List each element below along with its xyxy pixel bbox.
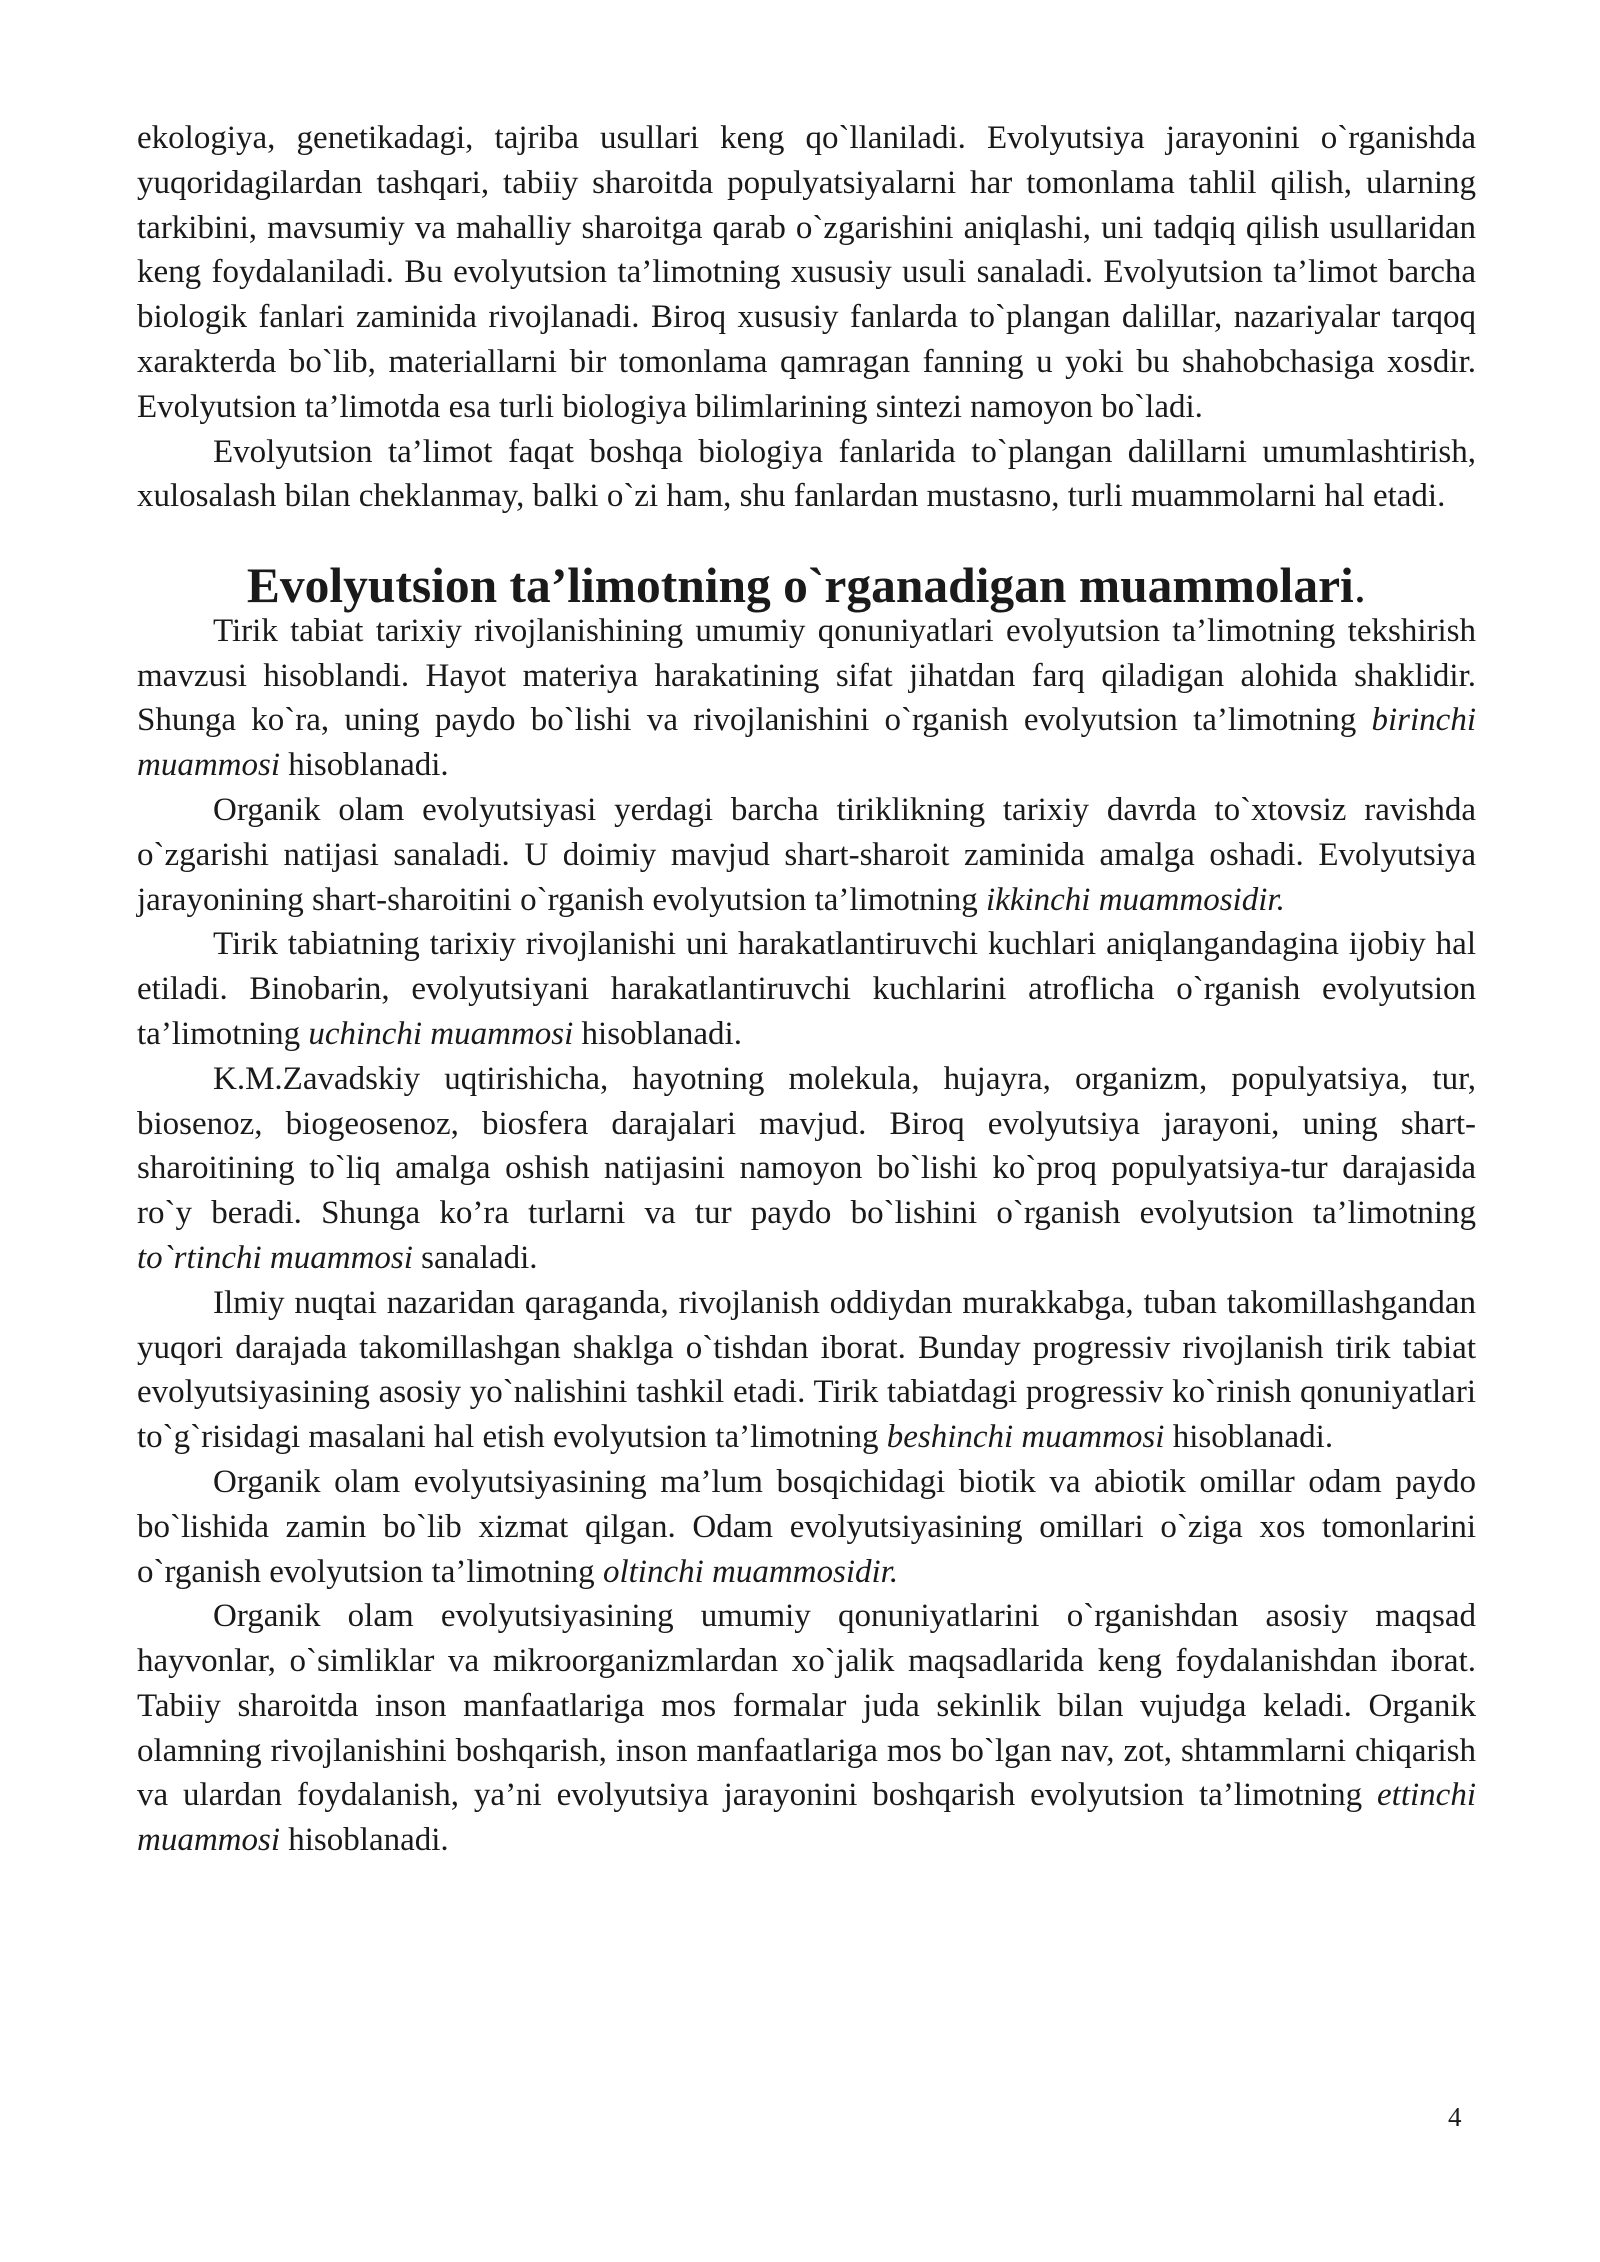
problem-paragraph-5 xyxy=(137,1281,1476,1460)
problem-text: Organik olam evolyutsiyasi yerdagi barcha tiriklikning tarixiy davrda to`xtovsiz ravishda o`zgarishi natijasi sanaladi. U doimiy mavjud shart-sharoit zaminida amalga oshadi. Evolyutsiya jarayonining shart-sharoitini o`rganish evolyutsion ta’limotning xyxy=(137,791,1476,918)
problem-text-end: sanaladi. xyxy=(412,1239,538,1276)
problem-emphasis: birinchi muammosi xyxy=(137,702,1476,784)
problem-text: Organik olam evolyutsiyasining umumiy qonuniyatlarini o`rganishdan asosiy maqsad hayvonlar, o`simliklar va mikroorganizmlardan xo`jalik maqsadlarida keng foydalanishdan iborat. Tabiiy sharoitda inson manfaatlariga mos formalar juda sekinlik bilan vujudga keladi. Organik olamning rivojlanishini boshqarish, inson manfaatlariga mos bo`lgan nav, zot, shtammlarni chiqarish va ulardan foydalanish, ya’ni evolyutsiya jarayonini boshqarish evolyutsion ta’limotning xyxy=(137,1598,1476,1814)
problem-text: Ilmiy nuqtai nazaridan qaraganda, rivojlanish oddiydan murakkabga, tuban takomillashgandan yuqori darajada takomillashgan shaklga o`tishdan iborat. Bunday progressiv rivojlanish tirik tabiat evolyutsiyasining asosiy yo`nalishini tashkil etadi. Tirik tabiatdagi progressiv ko`rinish qonuniyatlari to`g`risidagi masalani hal etish evolyutsion ta’limotning xyxy=(137,1284,1476,1456)
problem-emphasis: to`rtinchi muammosi xyxy=(137,1239,413,1276)
problem-paragraph-6 xyxy=(137,1460,1476,1594)
problem-emphasis: oltinchi muammosidir. xyxy=(602,1553,899,1590)
problem-emphasis: uchinchi muammosi xyxy=(308,1015,574,1052)
section-heading xyxy=(137,557,1476,613)
problem-paragraph-3 xyxy=(137,922,1476,1056)
problem-paragraph-1 xyxy=(137,609,1476,788)
problem-text: Organik olam evolyutsiyasining ma’lum bosqichidagi biotik va abiotik omillar odam paydo bo`lishida zamin bo`lib xizmat qilgan. Odam evolyutsiyasining omillari o`ziga xos tomonlarini o`rganish evolyutsion ta’limotning xyxy=(137,1463,1476,1590)
problem-emphasis: ettinchi muammosi xyxy=(137,1777,1476,1859)
intro-paragraph-1: ekologiya, genetikadagi, tajriba usullari keng qo`llaniladi. Evolyutsiya jarayonini o`rganishda yuqoridagilardan tashqari, tabiiy sharoitda populyatsiyalarni har tomonlama tahlil qilish, ularning tarkibini, mavsumiy va mahalliy sharoitga qarab o`zgarishini aniqlashi, uni tadqiq qilish usullaridan keng foydalaniladi. Bu evolyutsion ta’limotning xususiy usuli sanaladi. Evolyutsion ta’limot barcha biologik fanlari zaminida rivojlanadi. Biroq xususiy fanlarda to`plangan dalillar, nazariyalar tarqoq xarakterda bo`lib, materiallarni bir tomonlama qamragan fanning u yoki bu shahobchasiga xosdir. Evolyutsion ta’limotda esa turli biologiya bilimlarining sintezi namoyon bo`ladi. xyxy=(137,120,1476,425)
problem-text-end: hisoblanadi. xyxy=(1164,1419,1334,1456)
problem-text-end: hisoblanadi. xyxy=(280,747,449,784)
section-heading-period: . xyxy=(1353,557,1367,613)
problem-paragraph-7 xyxy=(137,1594,1476,1863)
problem-paragraph-2 xyxy=(137,788,1476,922)
problem-text-end: hisoblanadi. xyxy=(280,1822,449,1859)
problem-paragraph-4 xyxy=(137,1057,1476,1281)
problem-text: K.M.Zavadskiy uqtirishicha, hayotning molekula, hujayra, organizm, populyatsiya, tur, biosenoz, biogeosenoz, biosfera darajalari mavjud. Biroq evolyutsiya jarayoni, uning shart-sharoitining to`liq amalga oshish natijasini namoyon bo`lishi ko`proq populyatsiya-tur darajasida ro`y beradi. Shunga ko’ra turlarni va tur paydo bo`lishini o`rganish evolyutsion ta’limotning xyxy=(137,1060,1476,1232)
problem-emphasis: beshinchi muammosi xyxy=(886,1419,1165,1456)
section-heading-text: Evolyutsion ta’limotning o`rganadigan muammolari xyxy=(246,557,1354,613)
page-number: 4 xyxy=(1448,2102,1462,2132)
problem-emphasis: ikkinchi muammosidir. xyxy=(986,881,1285,918)
problem-text: Tirik tabiatning tarixiy rivojlanishi uni harakatlantiruvchi kuchlari aniqlangandagina ijobiy hal etiladi. Binobarin, evolyutsiyani harakatlantiruvchi kuchlarini atroflicha o`rganish evolyutsion ta’limotning xyxy=(137,926,1476,1052)
intro-paragraph-2: Evolyutsion ta’limot faqat boshqa biologiya fanlarida to`plangan dalillarni umumlashtirish, xulosalash bilan cheklanmay, balki o`zi ham, shu fanlardan mustasno, turli muammolarni hal etadi. xyxy=(137,433,1476,515)
problem-text: Tirik tabiat tarixiy rivojlanishining umumiy qonuniyatlari evolyutsion ta’limotning tekshirish mavzusi hisoblandi. Hayot materiya harakatining sifat jihatdan farq qiladigan alohida shaklidir. Shunga ko`ra, uning paydo bo`lishi va rivojlanishini o`rganish evolyutsion ta’limotning xyxy=(137,612,1476,739)
document-page xyxy=(137,116,1476,1863)
problem-text-end: hisoblanadi. xyxy=(573,1015,742,1052)
